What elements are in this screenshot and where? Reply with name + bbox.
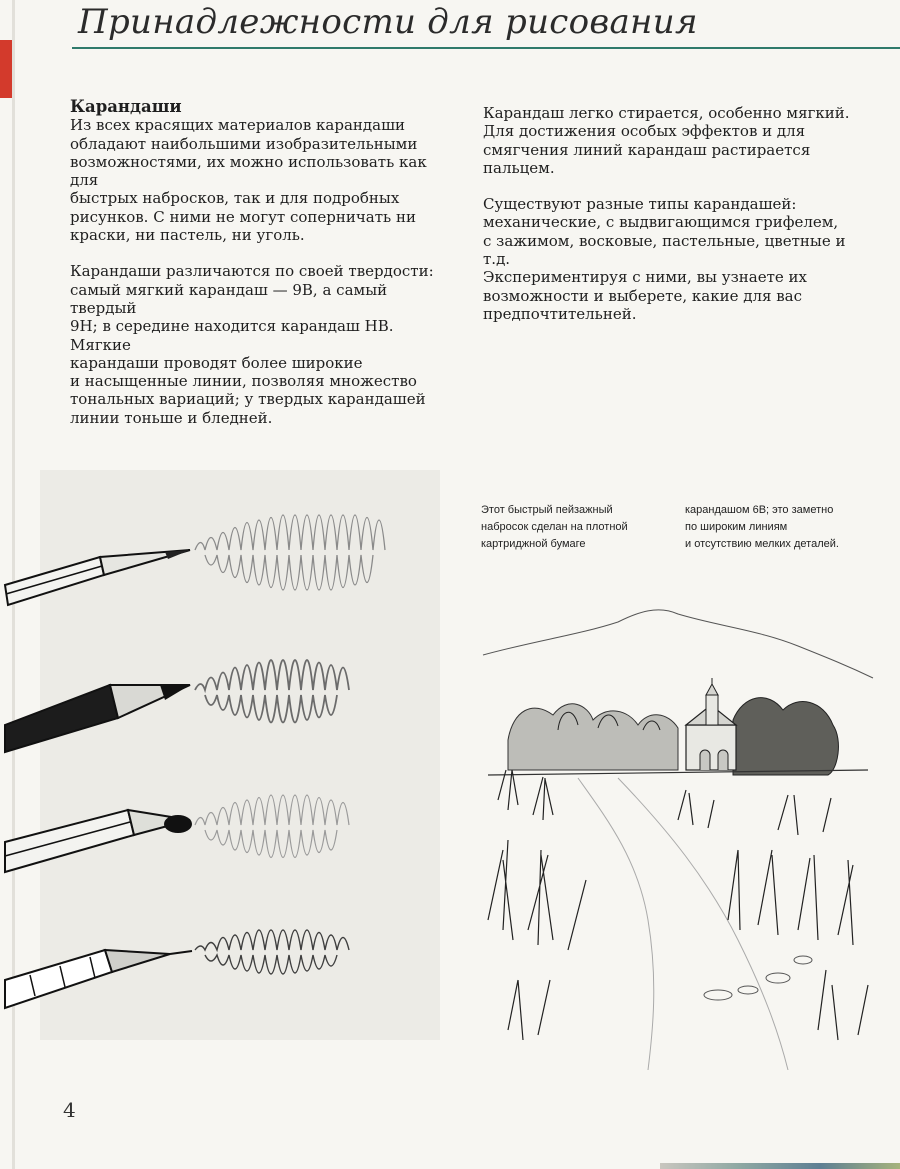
text-line: 9Н; в середине находится карандаш НВ. Мягкие <box>70 317 394 354</box>
stones <box>704 956 812 1000</box>
text-line: возможности и выберете, какие для вас <box>483 286 803 305</box>
text-line: Карандаши различаются по своей твердости: <box>70 262 434 281</box>
landscape-sketch-illustration <box>478 600 878 1070</box>
text-line: краски, ни пастель, ни уголь. <box>70 226 305 245</box>
text-line: карандаши проводят более широкие <box>70 353 363 372</box>
text-line: механические, с выдвигающимся грифелем, <box>483 213 839 232</box>
mountain-outline <box>483 610 873 678</box>
right-paragraph-2 <box>483 195 863 323</box>
page-number: 4 <box>63 1098 76 1122</box>
text-line: с зажимом, восковые, пастельные, цветные и т.д. <box>483 231 846 269</box>
paragraph-gap <box>70 244 450 262</box>
text-line: рисунков. С ними не могут соперничать ни <box>70 207 416 226</box>
red-page-tab <box>0 40 12 98</box>
treeline <box>508 698 838 775</box>
text-line: обладают наибольшими изобразительными <box>70 134 418 153</box>
right-column <box>483 104 863 323</box>
text-line: возможностями, их можно использовать как для <box>70 152 427 190</box>
section-heading: Карандаши <box>70 97 182 116</box>
text-line: и насыщенные линии, позволяя множество <box>70 372 417 391</box>
text-line: быстрых набросков, так и для подробных <box>70 189 400 208</box>
page-title: Принадлежности для рисования <box>78 2 698 42</box>
text-line: Для достижения особых эффектов и для <box>483 122 806 141</box>
text-line: смягчения линий карандаш растирается <box>483 140 811 159</box>
church <box>686 678 736 770</box>
caption-line: картриджной бумаге <box>481 538 586 550</box>
pencil-strokes-illustration <box>0 470 450 1040</box>
illustration-caption-part-1 <box>481 502 656 553</box>
left-paragraph-2 <box>70 262 450 427</box>
text-line: Существуют разные типы карандашей: <box>483 195 797 214</box>
text-line: самый мягкий карандаш — 9В, а самый твердый <box>70 280 388 317</box>
text-line: предпочтительней. <box>483 304 637 323</box>
caption-line: карандашом 6В; это заметно <box>685 504 834 516</box>
caption-line: Этот быстрый пейзажный <box>481 504 613 516</box>
left-paragraph-1 <box>70 116 450 244</box>
right-paragraph-1 <box>483 104 863 177</box>
title-rule <box>72 47 900 49</box>
illustration-caption-part-2 <box>685 502 865 553</box>
caption-line: по широким линиям <box>685 521 788 533</box>
field-and-path <box>578 778 788 1070</box>
paragraph-gap <box>483 177 863 195</box>
text-line: Из всех красящих материалов карандаши <box>70 116 406 135</box>
grass-strokes <box>488 770 868 1040</box>
text-line: пальцем. <box>483 158 555 177</box>
text-line: Карандаш легко стирается, особенно мягкий. <box>483 104 850 122</box>
color-bar <box>660 1163 900 1169</box>
caption-line: и отсутствию мелких деталей. <box>685 538 839 550</box>
text-line: линии тоньше и бледней. <box>70 408 273 427</box>
caption-line: набросок сделан на плотной <box>481 521 628 533</box>
left-column <box>70 98 450 427</box>
text-line: Экспериментируя с ними, вы узнаете их <box>483 268 807 287</box>
text-line: тональных вариаций; у твердых карандашей <box>70 390 426 409</box>
